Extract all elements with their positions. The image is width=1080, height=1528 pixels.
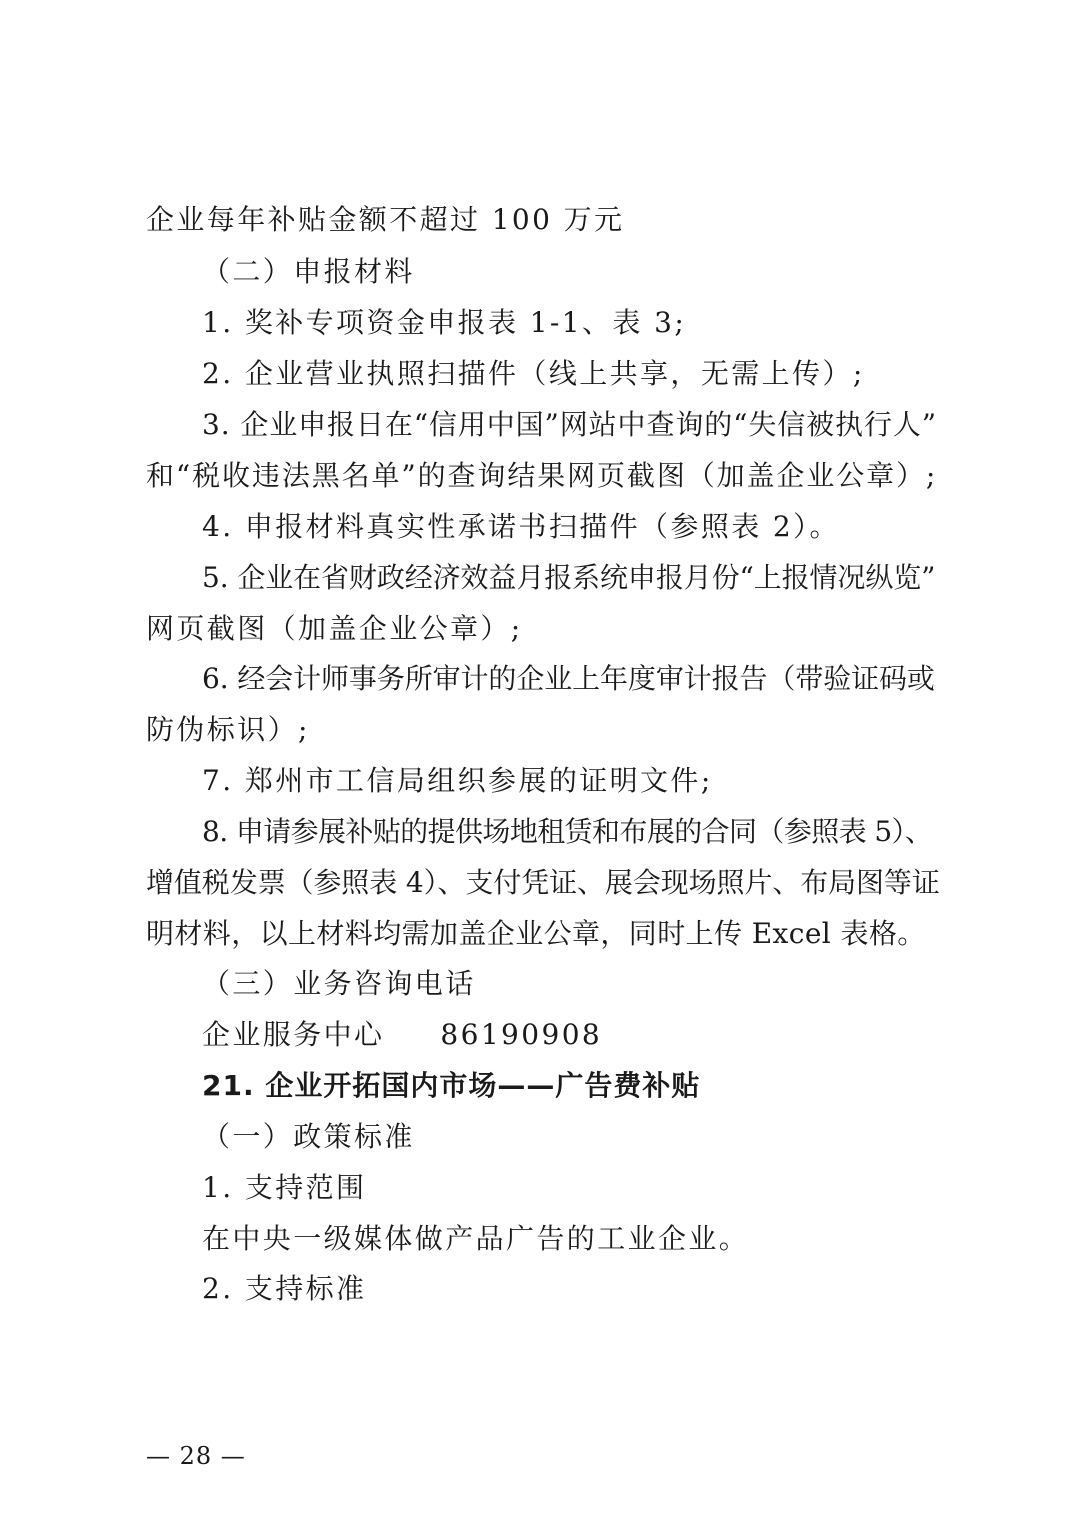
contact-label: 企业服务中心 [202,1018,385,1051]
list-item-continuation: 增值税发票（参照表 4）、支付凭证、展会现场照片、布局图等证 [146,866,940,899]
list-item: 2. 支持标准 [202,1272,367,1305]
list-item: 2. 企业营业执照扫描件（线上共享，无需上传）; [202,357,865,390]
list-item-continuation: 网页截图（加盖企业公章）; [146,612,523,645]
list-item: 1. 支持范围 [202,1171,367,1204]
list-item: 6. 经会计师事务所审计的企业上年度审计报告（带验证码或 [202,662,935,695]
section-heading: （一）政策标准 [202,1120,415,1153]
list-item: 3. 企业申报日在“信用中国”网站中查询的“失信被执行人” [202,408,937,441]
section-21-title: 21. 企业开拓国内市场——广告费补贴 [202,1069,701,1102]
list-item: 4. 申报材料真实性承诺书扫描件（参照表 2）。 [202,510,840,543]
list-item-continuation: 防伪标识）; [146,713,310,746]
section-heading: （二）申报材料 [202,255,415,288]
contact-row [202,1017,602,1053]
list-item-continuation: 明材料，以上材料均需加盖企业公章，同时上传 Excel 表格。 [146,917,926,950]
contact-phone: 86190908 [440,1018,603,1051]
list-item: 7. 郑州市工信局组织参展的证明文件; [202,764,713,797]
list-item: 1. 奖补专项资金申报表 1-1、表 3; [202,306,687,339]
section-heading: （三）业务咨询电话 [202,967,476,1000]
list-item-continuation: 和“税收违法黑名单”的查询结果网页截图（加盖企业公章）; [146,459,938,492]
list-item: 8. 申请参展补贴的提供场地租赁和布展的合同（参照表 5）、 [202,815,933,848]
body-line: 在中央一级媒体做产品广告的工业企业。 [202,1222,750,1255]
body-line: 企业每年补贴金额不超过 100 万元 [146,203,625,236]
list-item: 5. 企业在省财政经济效益月报系统申报月份“上报情况纵览” [202,561,936,594]
page-number: — 28 — [146,1442,246,1470]
